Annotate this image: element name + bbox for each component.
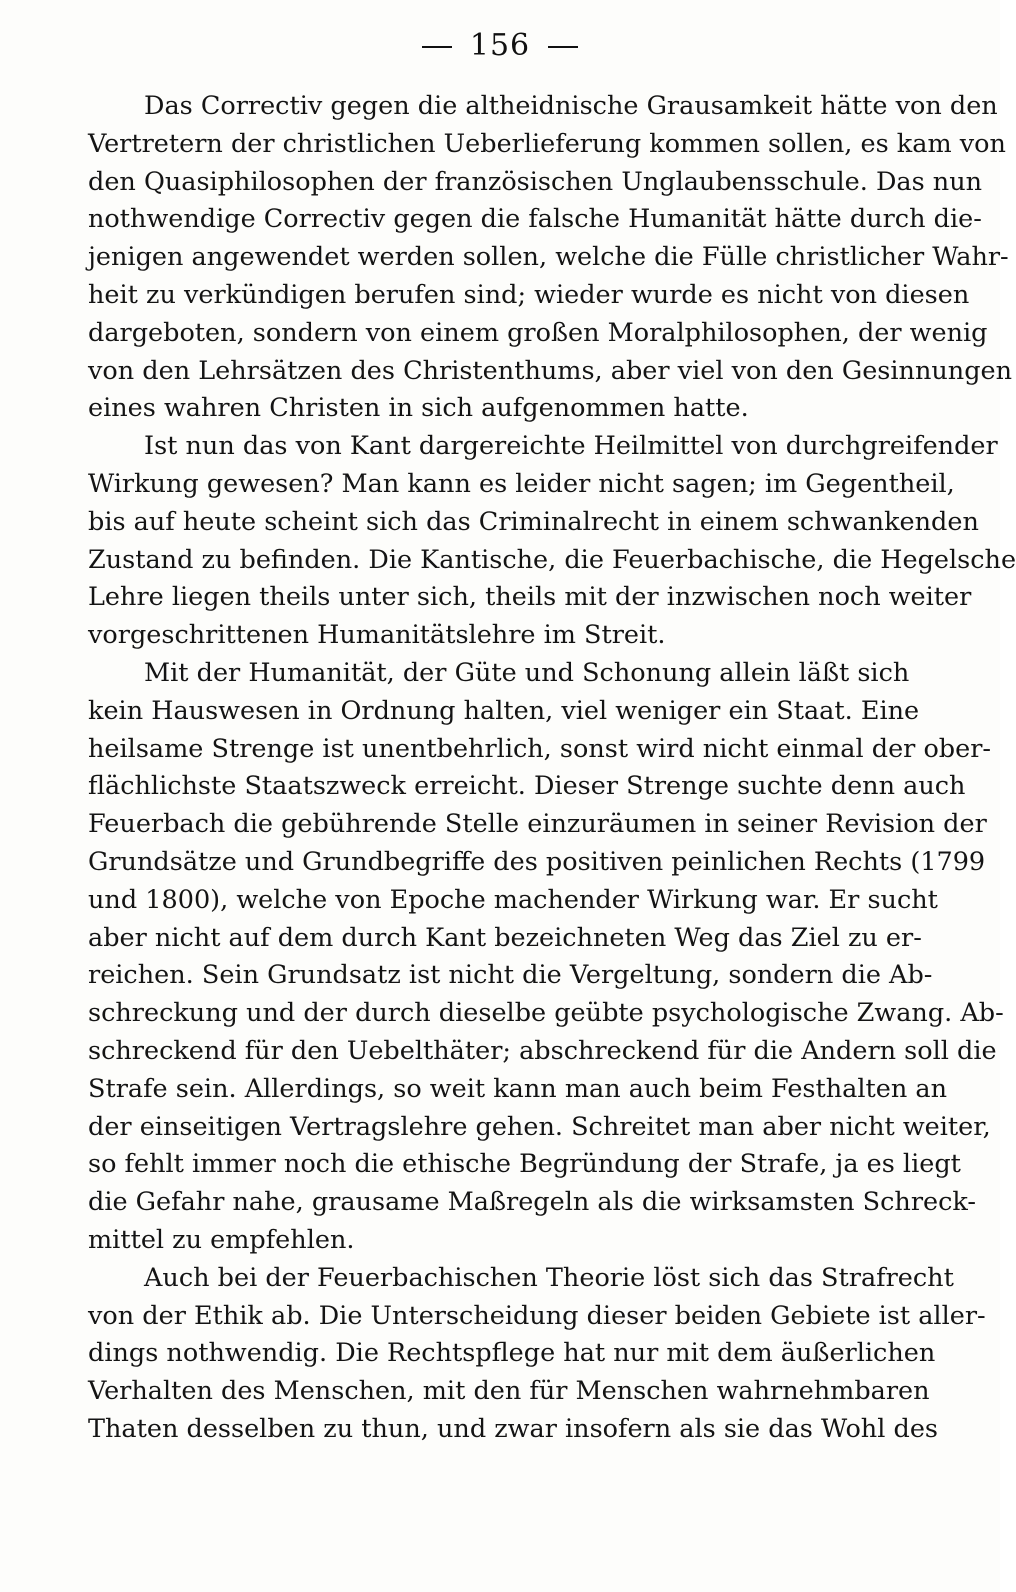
text-line: aber nicht auf dem durch Kant bezeichneten Weg das Ziel zu er- <box>88 922 922 953</box>
text-line: Lehre liegen theils unter sich, theils mit der inzwischen noch weiter <box>88 582 972 613</box>
text-line: kein Hauswesen in Ordnung halten, viel weniger ein Staat. Eine <box>88 695 920 726</box>
text-line: Verhalten des Menschen, mit den für Menschen wahrnehmbaren <box>88 1376 930 1407</box>
body-text <box>88 88 1016 1449</box>
text-line: nothwendige Correctiv gegen die falsche Humanität hätte durch die- <box>88 204 982 235</box>
text-line: Mit der Humanität, der Güte und Schonung allein läßt sich <box>144 657 910 688</box>
text-line: und 1800), welche von Epoche machender Wirkung war. Er sucht <box>88 884 938 915</box>
text-line: von der Ethik ab. Die Unterscheidung dieser beiden Gebiete ist aller- <box>88 1300 986 1331</box>
text-line: heilsame Strenge ist unentbehrlich, sonst wird nicht einmal der ober- <box>88 733 992 764</box>
header-dash-left <box>422 46 452 48</box>
text-line: vorgeschrittenen Humanitätslehre im Streit. <box>88 620 666 651</box>
text-line: schreckung und der durch dieselbe geübte psychologische Zwang. Ab- <box>88 998 1004 1029</box>
text-line: Strafe sein. Allerdings, so weit kann man auch beim Festhalten an <box>88 1073 948 1104</box>
text-line: dings nothwendig. Die Rechtspflege hat nur mit dem äußerlichen <box>88 1338 936 1369</box>
text-line: der einseitigen Vertragslehre gehen. Schreitet man aber nicht weiter, <box>88 1111 991 1142</box>
text-line: Thaten desselben zu thun, und zwar insofern als sie das Wohl des <box>88 1413 938 1444</box>
text-line: jenigen angewendet werden sollen, welche die Fülle christlicher Wahr- <box>88 242 1009 273</box>
text-line: Auch bei der Feuerbachischen Theorie löst sich das Strafrecht <box>144 1262 954 1293</box>
text-line: eines wahren Christen in sich aufgenommen hatte. <box>88 393 749 424</box>
text-line: Zustand zu befinden. Die Kantische, die Feuerbachische, die Hegelsche <box>88 544 1016 575</box>
text-line: von den Lehrsätzen des Christenthums, aber viel von den Gesinnungen <box>88 355 1013 386</box>
text-line: Feuerbach die gebührende Stelle einzuräumen in seiner Revision der <box>88 809 987 840</box>
text-line: Grundsätze und Grundbegriffe des positiven peinlichen Rechts (1799 <box>88 846 986 877</box>
text-line: Wirkung gewesen? Man kann es leider nicht sagen; im Gegentheil, <box>88 468 955 499</box>
text-line: flächlichste Staatszweck erreicht. Dieser Strenge suchte denn auch <box>88 771 966 802</box>
text-line: Vertretern der christlichen Ueberlieferung kommen sollen, es kam von <box>88 128 1006 159</box>
text-line: heit zu verkündigen berufen sind; wieder wurde es nicht von diesen <box>88 279 970 310</box>
text-line: Ist nun das von Kant dargereichte Heilmittel von durchgreifender <box>144 431 998 462</box>
text-line: schreckend für den Uebelthäter; abschreckend für die Andern soll die <box>88 1035 997 1066</box>
page-header <box>0 28 1000 63</box>
page-number: 156 <box>469 28 531 63</box>
text-line: Das Correctiv gegen die altheidnische Grausamkeit hätte von den <box>144 91 998 121</box>
text-line: die Gefahr nahe, grausame Maßregeln als die wirksamsten Schreck- <box>88 1187 977 1218</box>
text-line: bis auf heute scheint sich das Criminalrecht in einem schwankenden <box>88 506 979 537</box>
text-line: den Quasiphilosophen der französischen Unglaubensschule. Das nun <box>88 166 983 197</box>
text-line: dargeboten, sondern von einem großen Moralphilosophen, der wenig <box>88 317 988 348</box>
header-dash-right <box>548 46 578 48</box>
text-line: mittel zu empfehlen. <box>88 1224 355 1255</box>
text-line: reichen. Sein Grundsatz ist nicht die Vergeltung, sondern die Ab- <box>88 960 933 991</box>
text-line: so fehlt immer noch die ethische Begründung der Strafe, ja es liegt <box>88 1149 961 1180</box>
